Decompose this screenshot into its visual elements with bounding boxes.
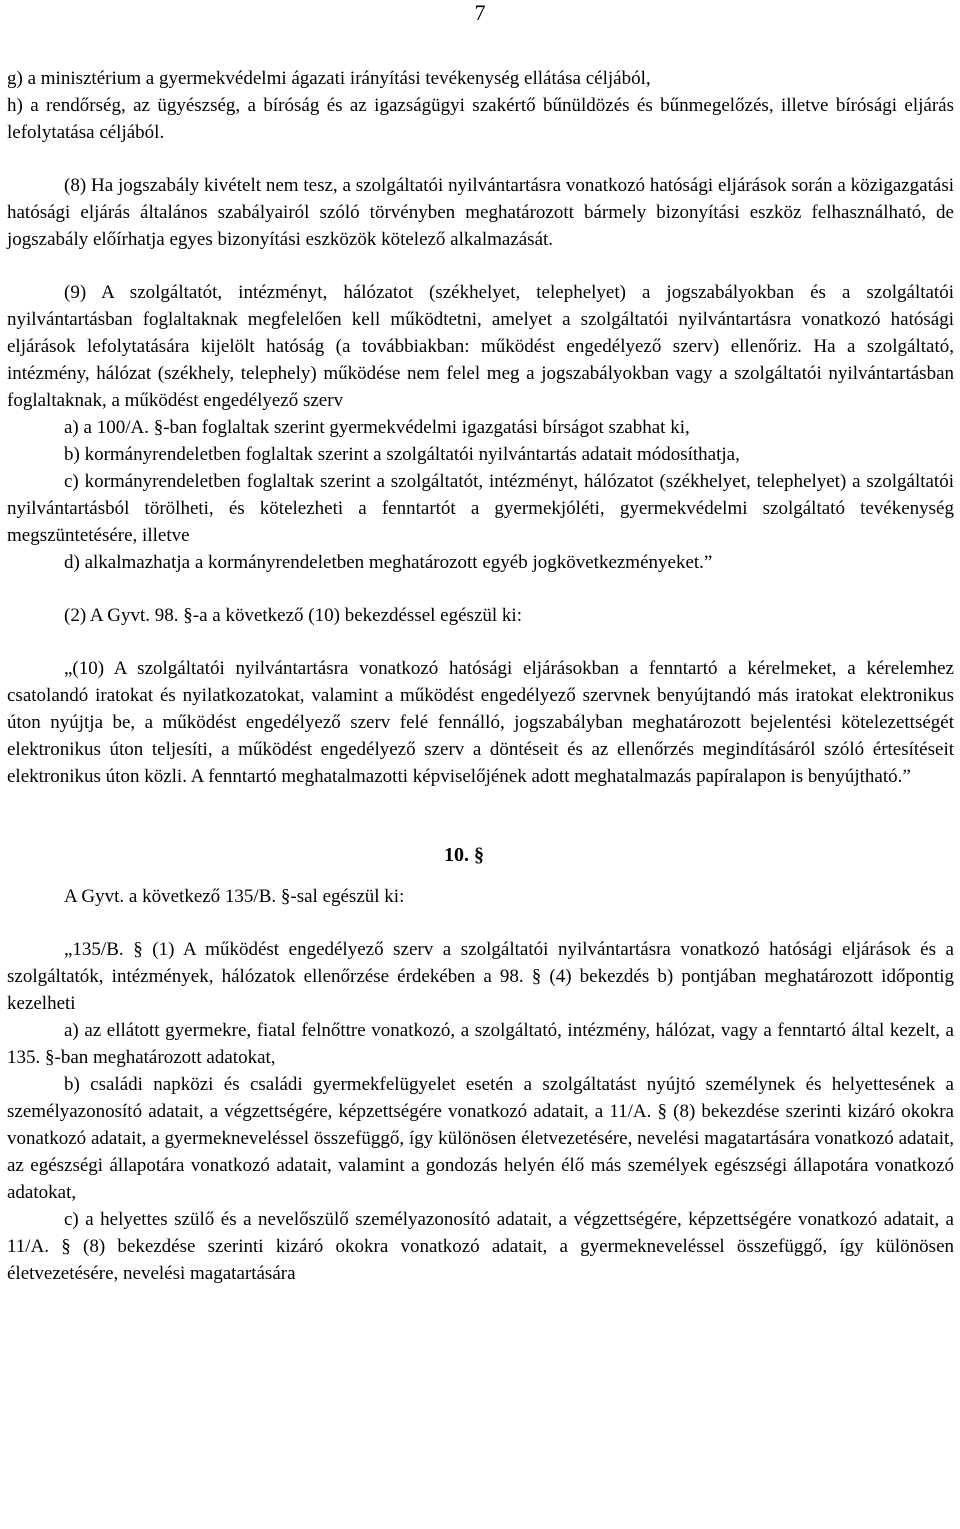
paragraph-135b-a: a) az ellátott gyermekre, fiatal felnőttre vonatkozó, a szolgáltató, intézmény, hálózat, vagy a fenntartó által kezelt, a 135. §-ban meghatározott adatokat,: [7, 1020, 954, 1068]
paragraph-135b: „135/B. § (1) A működést engedélyező szerv a szolgáltatói nyilvántartásra vonatkozó hatósági eljárások és a szolgáltatók, intézmények, hálózatok ellenőrzése érdekében a 98. § (4) bekezdés b) pontjában meghatározott időpontig kezelheti: [7, 939, 954, 1014]
paragraph-135b-b: b) családi napközi és családi gyermekfelügyelet esetén a szolgáltatást nyújtó személynek és helyettesének a személyazonosító adatait, a végzettségére, képzettségére vonatkozó adatait, a 11/A. § (8) bekezdése szerinti kizáró okokra vonatkozó adatait, a gyermekneveléssel összefüggő, így különösen életvezetésére, nevelési magatartására vonatkozó adatait, az egészségi állapotára vonatkozó adatait, valamint a gondozás helyén élő más személyek egészségi állapotára vonatkozó adatokat,: [7, 1074, 954, 1203]
paragraph-8: (8) Ha jogszabály kivételt nem tesz, a szolgáltatói nyilvántartásra vonatkozó hatósági eljárások során a közigazgatási hatósági eljárás általános szabályairól szóló törvényben meghatározott bármely bizonyítási eszköz felhasználható, de jogszabály előírhatja egyes bizonyítási eszközök kötelező alkalmazását.: [7, 175, 954, 250]
paragraph-9-d: d) alkalmazhatja a kormányrendeletben meghatározott egyéb jogkövetkezményeket.”: [64, 552, 713, 573]
paragraph-9-b: b) kormányrendeletben foglaltak szerint a szolgáltatói nyilvántartás adatait módosíthatja,: [64, 444, 740, 465]
paragraph-9-c: c) kormányrendeletben foglaltak szerint a szolgáltatót, intézményt, hálózatot (székhelyet, telephelyet) a szolgáltatói nyilvántartásból törölheti, és kötelezheti a fenntartót a gyermekjóléti, gyermekvédelmi szolgáltató tevékenység megszüntetésére, illetve: [7, 471, 954, 546]
paragraph-10: „(10) A szolgáltatói nyilvántartásra vonatkozó hatósági eljárásokban a fenntartó a kérelmeket, a kérelemhez csatolandó iratokat és nyilatkozatokat, valamint a működést engedélyező szervnek benyújtandó más iratokat elektronikus úton nyújtja be, a működést engedélyező szerv felé fennálló, jogszabályban meghatározott bejelentési kötelezettségét elektronikus úton teljesíti, a működést engedélyező szerv a döntéseit és az ellenőrzés megindításáról szóló értesítéseit elektronikus úton közli. A fenntartó meghatalmazotti képviselőjének adott meghatalmazás papíralapon is benyújtható.”: [7, 658, 954, 787]
paragraph-9-a: a) a 100/A. §-ban foglaltak szerint gyermekvédelmi igazgatási bírságot szabhat ki,: [64, 417, 690, 438]
section-number: 10. §: [444, 844, 484, 866]
paragraph-g: g) a minisztérium a gyermekvédelmi ágazati irányítási tevékenység ellátása céljából,: [7, 68, 651, 89]
paragraph-gyvt-135b-intro: A Gyvt. a következő 135/B. §-sal egészül ki:: [64, 886, 405, 907]
paragraph-2: (2) A Gyvt. 98. §-a a következő (10) bekezdéssel egészül ki:: [64, 605, 522, 626]
paragraph-h: h) a rendőrség, az ügyészség, a bíróság és az igazságügyi szakértő bűnüldözés és bűnmegelőzés, illetve bírósági eljárás lefolytatása céljából.: [7, 95, 954, 143]
document-body: [7, 65, 954, 1287]
page-number: 7: [474, 0, 486, 25]
paragraph-135b-c: c) a helyettes szülő és a nevelőszülő személyazonosító adatait, a végzettségére, képzettségére vonatkozó adatait, a 11/A. § (8) bekezdése szerinti kizáró okokra vonatkozó adatait, a gyermekneveléssel összefüggő, így különösen életvezetésére, nevelési magatartására: [7, 1209, 954, 1284]
paragraph-9: (9) A szolgáltatót, intézményt, hálózatot (székhelyet, telephelyet) a jogszabályokban és a szolgáltatói nyilvántartásban foglaltaknak megfelelően kell működtetni, amelyet a szolgáltatói nyilvántartásra vonatkozó hatósági eljárások lefolytatására kijelölt hatóság (a továbbiakban: működést engedélyező szerv) ellenőriz. Ha a szolgáltató, intézmény, hálózat (székhely, telephely) működése nem felel meg a jogszabályokban vagy a szolgáltatói nyilvántartásban foglaltaknak, a működést engedélyező szerv: [7, 282, 954, 411]
